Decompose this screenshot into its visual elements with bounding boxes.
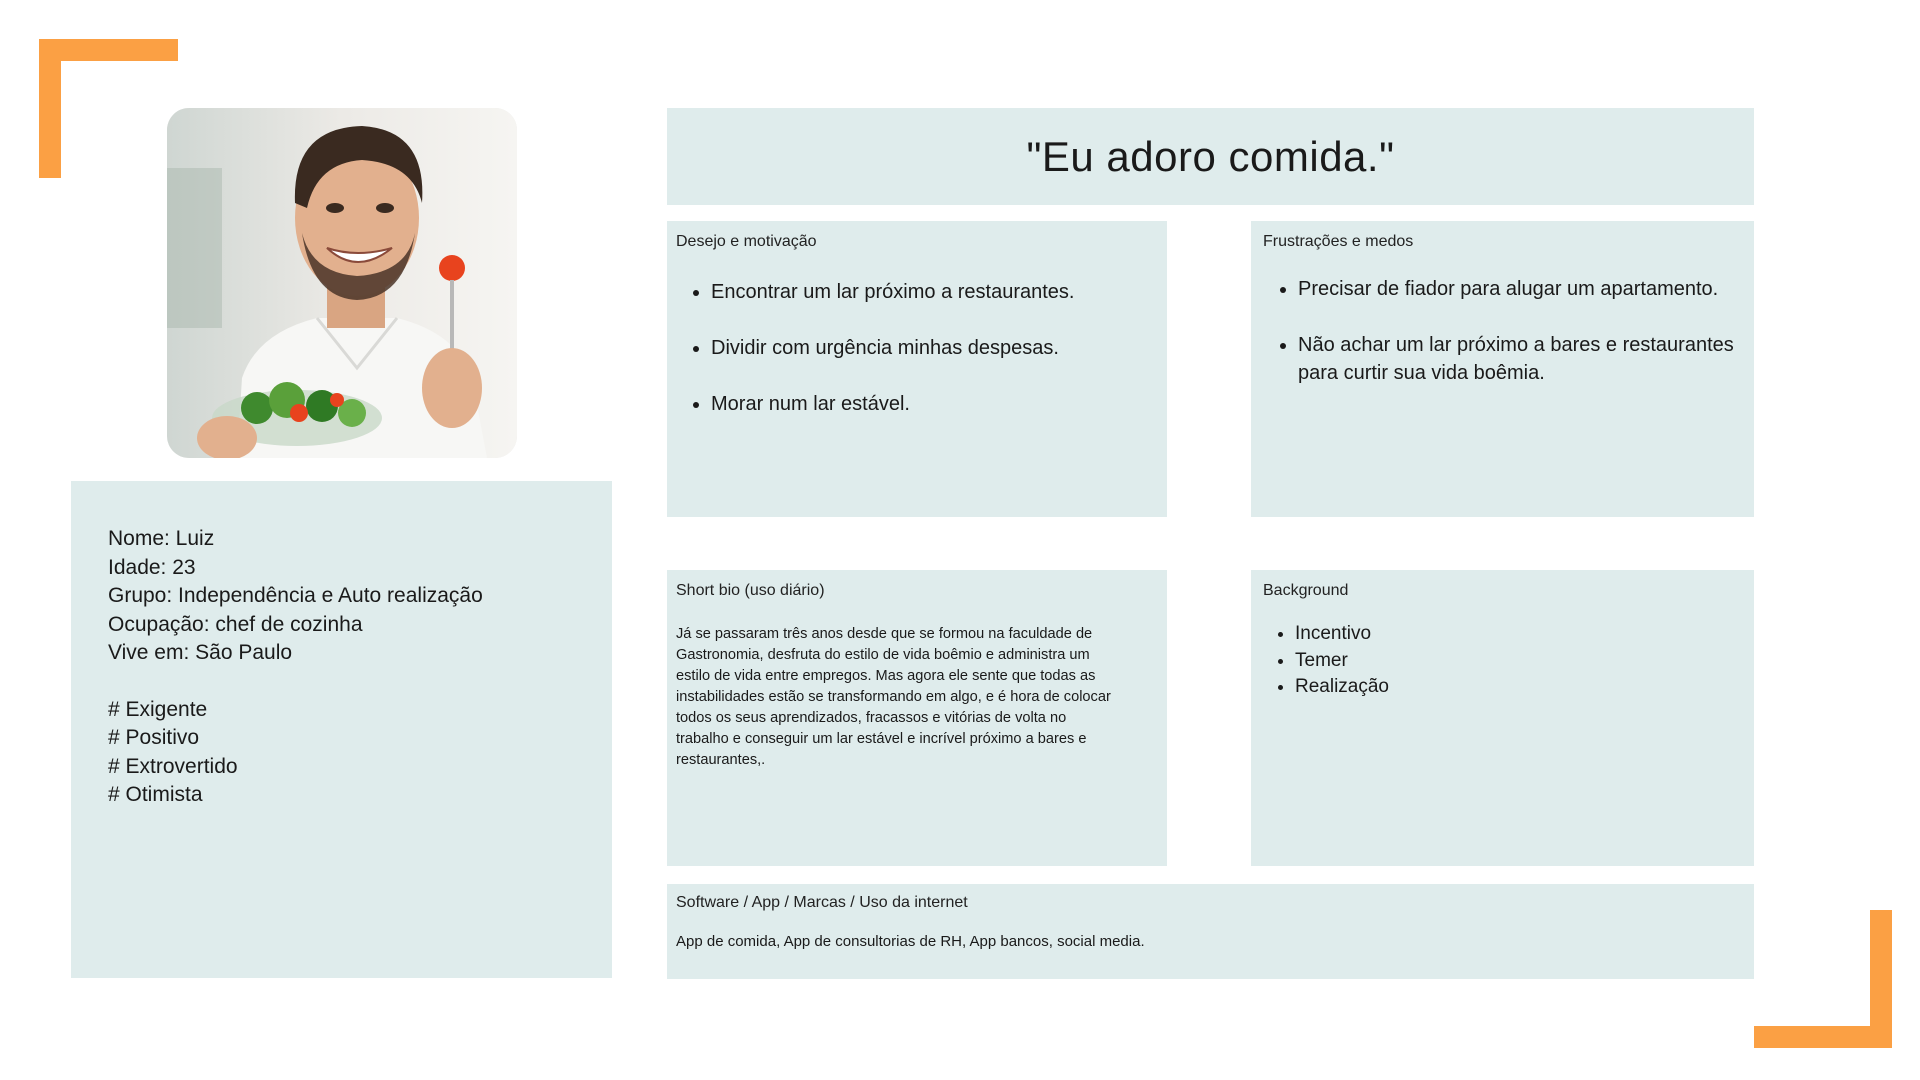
background-list xyxy=(1263,621,1742,701)
background-title: Background xyxy=(1263,582,1349,599)
profile-panel xyxy=(71,481,612,978)
software-panel xyxy=(667,884,1754,979)
profile-name: Nome: Luiz xyxy=(108,527,215,550)
persona-photo xyxy=(167,108,517,458)
list-item: • Não achar um lar próximo a bares e restaurantes para curtir sua vida boêmia. xyxy=(1298,331,1742,387)
corner-bracket-bottom-right xyxy=(1754,910,1892,1048)
profile-location: Vive em: São Paulo xyxy=(108,641,293,664)
background-panel xyxy=(1251,570,1754,866)
list-item: • Incentivo xyxy=(1295,621,1742,648)
list-item: • Temer xyxy=(1295,648,1742,675)
man-eating-salad-illustration xyxy=(167,108,517,458)
list-item: • Realização xyxy=(1295,674,1742,701)
short-bio-title: Short bio (uso diário) xyxy=(676,582,825,599)
profile-tag: # Positivo xyxy=(108,726,200,749)
profile-tag: # Exigente xyxy=(108,697,208,721)
software-text: App de comida, App de consultorias de RH, App bancos, social media. xyxy=(676,933,1145,950)
frustrations-fears-list xyxy=(1263,275,1742,387)
persona-quote: "Eu adoro comida." xyxy=(1026,132,1395,180)
quote-panel xyxy=(667,108,1754,205)
list-item: • Precisar de fiador para alugar um apartamento. xyxy=(1298,275,1742,303)
profile-group: Grupo: Independência e Auto realização xyxy=(108,584,483,607)
list-item: • Encontrar um lar próximo a restaurantes. xyxy=(711,278,1158,306)
software-title: Software / App / Marcas / Uso da internet xyxy=(676,894,968,911)
profile-tag: # Otimista xyxy=(108,783,203,806)
short-bio-text: Já se passaram três anos desde que se formou na faculdade de Gastronomia, desfruta do estilo de vida boêmio e administra um estilo de vida entre empregos. Mas agora ele sente que todas as instabilidades estão se transformando em algo, e é hora de colocar todos os seus aprendizados, fracassos e vitórias de volta no trabalho e conseguir um lar estável e incrível próximo a bares e restaurantes,. xyxy=(676,626,1111,768)
desire-motivation-panel xyxy=(667,221,1167,517)
frustrations-fears-panel xyxy=(1251,221,1754,517)
desire-motivation-list xyxy=(676,278,1158,418)
corner-bracket-top-left xyxy=(39,39,178,178)
list-item: • Dividir com urgência minhas despesas. xyxy=(711,334,1158,362)
frustrations-fears-title: Frustrações e medos xyxy=(1263,233,1414,250)
short-bio-panel xyxy=(667,570,1167,866)
list-item: • Morar num lar estável. xyxy=(711,390,1158,418)
desire-motivation-title: Desejo e motivação xyxy=(676,233,817,250)
profile-spacer xyxy=(108,668,575,696)
profile-tag: # Extrovertido xyxy=(108,754,238,778)
profile-age: Idade: 23 xyxy=(108,555,196,579)
profile-occupation: Ocupação: chef de cozinha xyxy=(108,612,363,636)
